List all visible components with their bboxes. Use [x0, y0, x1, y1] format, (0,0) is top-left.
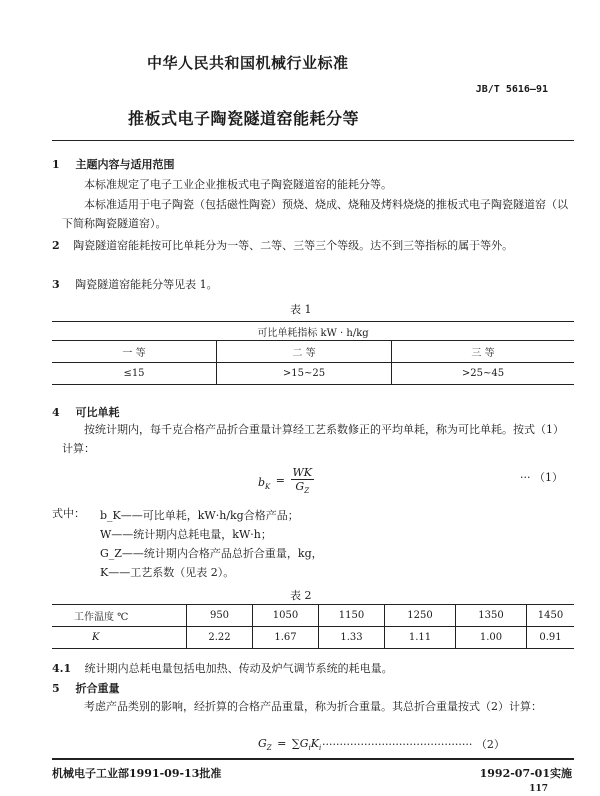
section-1-para-1: 本标准规定了电子工业企业推板式电子陶瓷隧道窑的能耗分等。 — [84, 178, 392, 191]
section-1-title: 主题内容与适用范围 — [75, 158, 175, 171]
formula-1-tag: ··· （1） — [520, 471, 563, 484]
definition-gz: G_Z——统计期内合格产品总折合重量，kg， — [100, 547, 323, 560]
section-4-1-number: 4.1 — [52, 662, 72, 675]
section-2-text: 陶瓷隧道窑能耗按可比单耗分为一等、二等、三等三个等级。达不到三等指标的属于等外。 — [73, 239, 514, 252]
footer-divider — [52, 758, 574, 760]
k-label: K — [52, 627, 187, 649]
formula-1-fraction: $\frac{WK}{G_Z}$ — [292, 466, 313, 496]
section-1-number: 1 — [52, 158, 60, 171]
k-1050: 1.67 — [253, 627, 319, 649]
definition-bk: b_K——可比单耗，kW·h/kg合格产品； — [100, 509, 299, 522]
approval-date: 机械电子工业部1991-09-13批准 — [52, 767, 222, 780]
grade-3-label: 三 等 — [471, 348, 495, 359]
definitions-list — [100, 506, 323, 582]
k-1450: 0.91 — [539, 632, 562, 643]
section-2-number: 2 — [52, 239, 60, 252]
k-1350: 1.00 — [456, 627, 527, 649]
temperature-label: 工作温度 ℃ — [52, 605, 187, 627]
grade-2-label: 二 等 — [217, 341, 392, 363]
section-5-heading — [52, 680, 120, 696]
grade-2-value: >15~25 — [217, 363, 392, 385]
table-1-caption: 表 1 — [290, 303, 312, 316]
section-1-para-2: 本标准适用于电子陶瓷（包括磁性陶瓷）预烧、烧成、烧釉及烤料烧烧的推板式电子陶瓷隧道窑（以下简称陶瓷隧道窑）。 — [62, 198, 568, 230]
table-1 — [52, 321, 574, 385]
where-label: 式中： — [52, 507, 85, 520]
grade-1-value: ≤15 — [52, 363, 217, 385]
section-3 — [52, 275, 564, 294]
section-5-para: 考虑产品类别的影响，经折算的合格产品重量，称为折合重量。其总折合重量按式（2）计算： — [84, 700, 542, 713]
definition-w: W——统计期内总耗电量，kW·h； — [100, 528, 272, 541]
section-4-1 — [52, 659, 564, 678]
section-5-number: 5 — [52, 682, 60, 695]
table-2-caption: 表 2 — [290, 589, 312, 602]
temp-1050: 1050 — [253, 605, 319, 627]
temp-1250: 1250 — [385, 605, 456, 627]
section-4-heading — [52, 404, 120, 420]
formula-2-lhs: $G_Z$ — [258, 737, 272, 753]
formula-1: $b_K$ = $\frac{WK}{G_Z}$ — [258, 466, 313, 496]
section-2 — [52, 236, 574, 255]
k-1150: 1.33 — [319, 627, 385, 649]
section-3-number: 3 — [52, 278, 60, 291]
temp-1150: 1150 — [319, 605, 385, 627]
section-4-1-text: 统计期内总耗电量包括电加热、传动及炉气调节系统的耗电量。 — [84, 662, 393, 675]
formula-1-lhs: $b_K$ — [258, 475, 271, 491]
grade-3-value: >25~45 — [461, 368, 505, 379]
section-4-para: 按统计期内，每千克合格产品折合重量计算经工艺系数修正的平均单耗，称为可比单耗。按式（1）计算： — [62, 423, 564, 455]
section-4-title: 可比单耗 — [75, 406, 120, 419]
effective-date: 1992-07-01实施 — [479, 767, 572, 780]
section-4-number: 4 — [52, 406, 60, 419]
formula-2-rhs: $\sum G_iK_i$ — [291, 737, 322, 753]
formula-2: $G_Z = \sum G_iK_i$ — [258, 737, 322, 753]
table-1-header: 可比单耗指标 kW · h/kg — [257, 327, 369, 339]
title-divider — [52, 140, 574, 141]
k-950: 2.22 — [187, 627, 253, 649]
section-5-title: 折合重量 — [75, 682, 120, 695]
table-2 — [52, 604, 574, 649]
definition-k: K——工艺系数（见表 2）。 — [100, 566, 235, 579]
temp-950: 950 — [187, 605, 253, 627]
section-1-heading — [52, 156, 175, 172]
k-1250: 1.11 — [385, 627, 456, 649]
grade-1-label: 一 等 — [52, 341, 217, 363]
temp-1350: 1350 — [456, 605, 527, 627]
document-title: 推板式电子陶瓷隧道窑能耗分等 — [128, 109, 360, 128]
page-number: 117 — [529, 784, 548, 794]
formula-2-tag: ··········································· （2） — [322, 738, 505, 751]
section-3-text: 陶瓷隧道窑能耗分等见表 1。 — [75, 278, 218, 291]
temp-1450: 1450 — [537, 610, 564, 621]
standard-number: JB/T 5616—91 — [475, 84, 548, 95]
issuing-organization: 中华人民共和国机械行业标准 — [147, 54, 349, 72]
